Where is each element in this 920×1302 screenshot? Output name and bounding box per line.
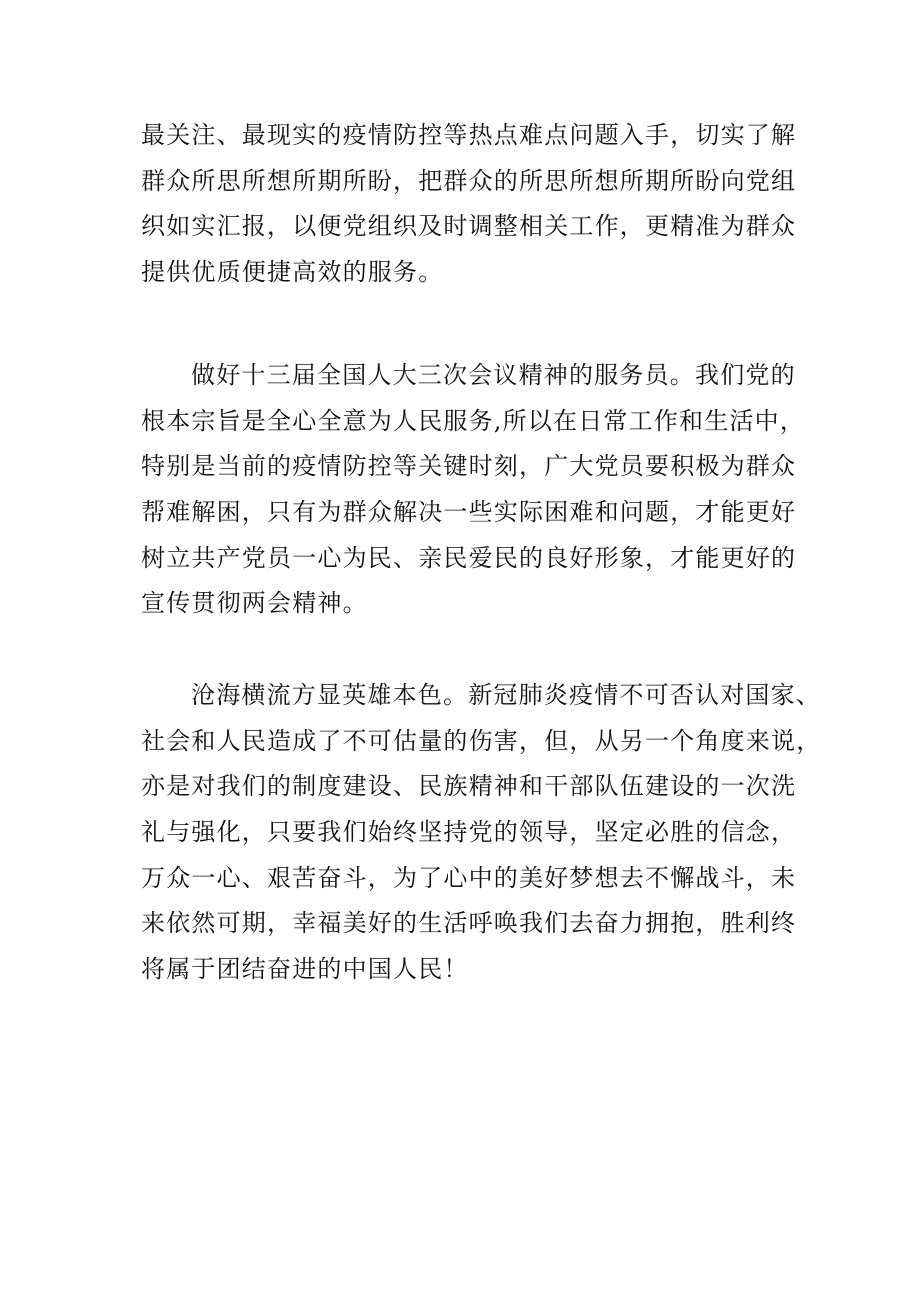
- paragraph-line: 织如实汇报，以便党组织及时调整相关工作，更精准为群众: [141, 212, 797, 241]
- paragraph-line: 提供优质便捷高效的服务。: [141, 258, 444, 287]
- paragraph-line: 做好十三届全国人大三次会议精神的服务员。我们党的: [191, 361, 796, 389]
- paragraph-line: 帮难解困，只有为群众解决一些实际困难和问题，才能更好: [141, 498, 797, 527]
- paragraph-2: [141, 353, 806, 627]
- paragraph-line: 亦是对我们的制度建设、民族精神和干部队伍建设的一次洗: [141, 772, 797, 801]
- paragraph-1: [141, 113, 797, 296]
- paragraph-line: 将属于团结奋进的中国人民！: [141, 955, 469, 984]
- paragraph-line: 礼与强化，只要我们始终坚持党的领导，坚定必胜的信念，: [141, 818, 797, 847]
- paragraph-3: [141, 673, 822, 993]
- paragraph-line: 沧海横流方显英雄本色。新冠肺炎疫情不可否认对国家、: [191, 681, 821, 709]
- paragraph-line: 万众一心、艰苦奋斗，为了心中的美好梦想去不懈战斗，未: [141, 863, 797, 892]
- paragraph-line: 根本宗旨是全心全意为人民服务,所以在日常工作和生活中，: [141, 406, 806, 435]
- paragraph-line: 宣传贯彻两会精神。: [141, 589, 368, 618]
- paragraph-line: 群众所思所想所期所盼，把群众的所思所想所期所盼向党组: [141, 166, 797, 195]
- paragraph-line: 特别是当前的疫情防控等关键时刻，广大党员要积极为群众: [141, 452, 797, 481]
- paragraph-line: 社会和人民造成了不可估量的伤害，但，从另一个角度来说，: [141, 726, 822, 755]
- paragraph-line: 树立共产党员一心为民、亲民爱民的良好形象，才能更好的: [141, 543, 797, 572]
- paragraph-line: 来依然可期，幸福美好的生活呼唤我们去奋力拥抱，胜利终: [141, 909, 797, 938]
- paragraph-line: 最关注、最现实的疫情防控等热点难点问题入手，切实了解: [141, 121, 797, 149]
